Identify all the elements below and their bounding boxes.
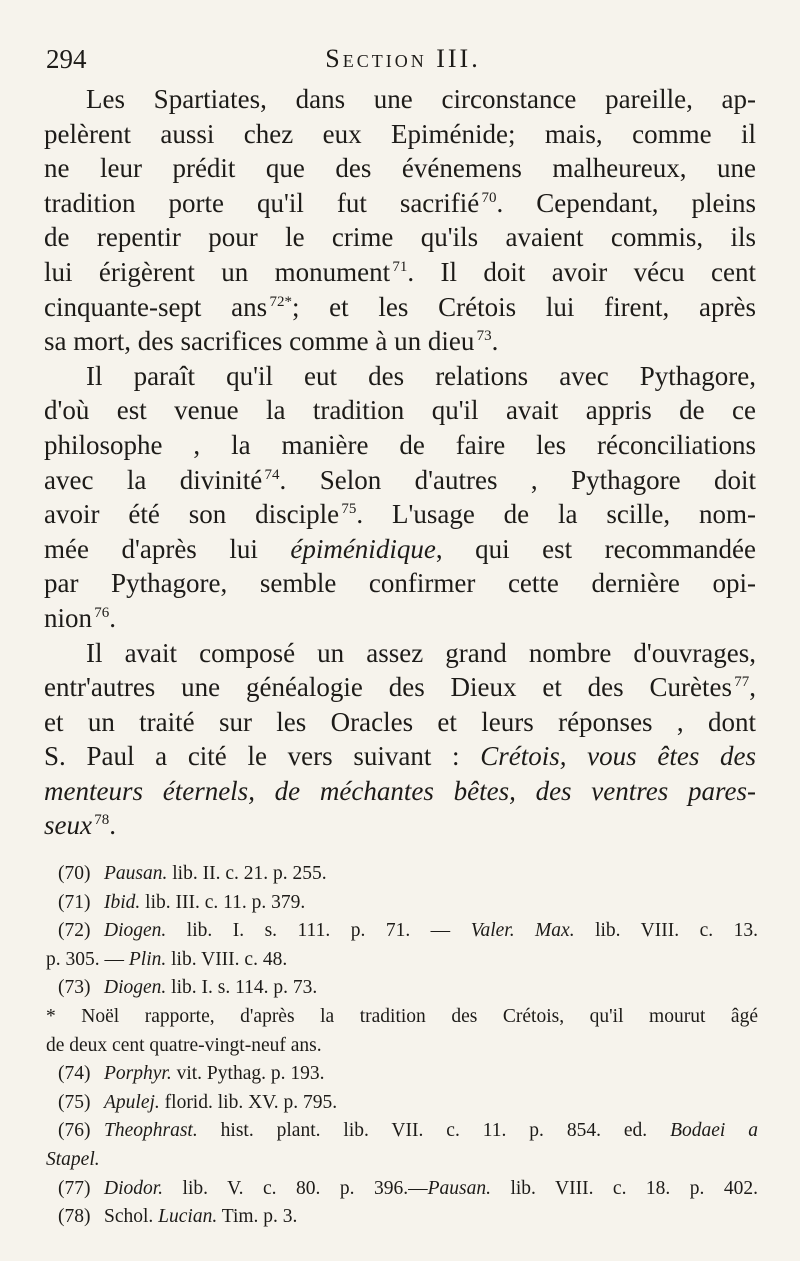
footnote-ref[interactable]: 78 [94, 812, 110, 829]
footnote-text: p. 305. — [46, 948, 129, 970]
footnote-text: vit. Pythag. p. 193. [171, 1063, 325, 1085]
footnote-ref[interactable]: 71 [392, 258, 408, 275]
footnote-number: (77) [58, 1177, 91, 1199]
text-line: de repentir pour le crime qu'ils avaient commis, ils [44, 222, 756, 253]
text-line: philosophe , la manière de faire les réconciliations [44, 429, 756, 460]
italic-term: épiménidique [290, 533, 436, 564]
footnote-text: hist. plant. lib. VII. c. 11. p. 854. ed. [197, 1120, 671, 1142]
footnote-line [46, 946, 758, 975]
footnote-text: Tim. p. 3. [217, 1206, 298, 1228]
footnote-line [58, 889, 758, 918]
footnote-text: lib. II. c. 21. p. 255. [167, 863, 327, 884]
footnote-text: Schol. [104, 1206, 159, 1228]
footnote-number: (73) [58, 977, 91, 999]
footnote-line [58, 1117, 758, 1146]
footnote-ref[interactable]: 76 [94, 604, 110, 621]
footnote-number: (72) [58, 920, 91, 942]
italic-quote: seux [44, 810, 92, 841]
text-line: entr'autres une généalogie des Dieux et des Curètes $^{77}$, [44, 672, 756, 703]
page-number: 294 [46, 44, 87, 74]
text-line: avoir été son disciple $^{75}$. L'usage de la scille, nom- [44, 499, 757, 530]
footnote-line [58, 860, 758, 889]
text-line [44, 774, 756, 809]
main-text [44, 82, 756, 843]
footnote-text: lib. V. c. 80. p. 396.— [163, 1177, 428, 1199]
footnote-text: lib. VIII. c. 13. [574, 920, 758, 942]
footnote-text: * Noël rapporte, d'après la tradition des Crétois, qu'il mourut âgé [46, 1005, 758, 1027]
footnote-citation-italic: Apulej. [104, 1091, 160, 1113]
text-line: d'où est venue la tradition qu'il avait appris de ce [44, 395, 756, 426]
footnote-text: lib. VIII. c. 48. [166, 948, 288, 970]
text-line: pelèrent aussi chez eux Epiménide; mais, comme il [44, 118, 756, 149]
footnote-line [46, 1032, 758, 1061]
text-line: cinquante-sept ans $^{72*}$; et les Crétois lui firent, après [44, 291, 756, 322]
footnote-citation-italic: Valer. Max. [470, 920, 575, 942]
footnote-citation-italic: Theophrast. [104, 1120, 198, 1142]
page-header [46, 44, 760, 80]
text-line: tradition porte qu'il fut sacrifié $^{70}$. Cependant, pleins [44, 187, 756, 218]
text-line: Il avait composé un assez grand nombre d'ouvrages, [86, 637, 756, 668]
italic-quote: menteurs éternels, de méchantes bêtes, des ventres pares- [44, 775, 756, 806]
footnote-text: de deux cent quatre-vingt-neuf ans. [46, 1034, 322, 1056]
footnote-ref[interactable]: 75 [341, 501, 357, 518]
italic-quote: Crétois, vous êtes des [480, 741, 757, 772]
footnote-citation-italic: Lucian. [158, 1206, 218, 1228]
footnote-ref[interactable]: 74 [264, 466, 280, 483]
footnote-line [58, 1089, 758, 1118]
footnote-line [58, 974, 758, 1003]
footnote-citation-italic: Diogen. [104, 977, 167, 999]
text-line: Il paraît qu'il eut des relations avec Pythagore, [86, 360, 756, 391]
text-line: S. Paul a cité le vers suivant : Crétois, vous êtes des [44, 741, 757, 772]
running-head: Section III. [325, 44, 481, 73]
footnote-line [58, 917, 758, 946]
footnote-citation-italic: Pausan. [104, 863, 168, 884]
footnote-line [58, 1175, 758, 1204]
text-line: sa mort, des sacrifices comme à un dieu $^{73}$. [44, 326, 499, 357]
footnote-number: (78) [58, 1206, 91, 1228]
footnote-citation-italic: Stapel. [46, 1148, 100, 1170]
text-line: nion $^{76}$. [44, 602, 117, 633]
footnote-citation-italic: Diodor. [104, 1177, 164, 1199]
footnote-citation-italic: Porphyr. [104, 1063, 172, 1085]
text-line: et un traité sur les Oracles et leurs réponses , dont [44, 706, 756, 737]
footnote-number: (75) [58, 1091, 91, 1113]
footnote-number: (74) [58, 1063, 91, 1085]
footnote-citation-italic: Pausan. [427, 1177, 491, 1199]
footnote-line [46, 1003, 758, 1032]
footnote-ref[interactable]: 77 [734, 674, 750, 691]
footnote-text: florid. lib. XV. p. 795. [159, 1091, 338, 1113]
footnote-text: lib. I. s. 111. p. 71. — [166, 920, 471, 942]
text-line: avec la divinité $^{74}$. Selon d'autres , Pythagore doit [44, 464, 756, 495]
footnote-line [46, 1146, 758, 1175]
text-line: Les Spartiates, dans une circonstance pareille, ap- [86, 84, 756, 114]
text-line: ne leur prédit que des événemens malheureux, une [44, 153, 756, 184]
footnotes [46, 860, 758, 1232]
footnote-line [58, 1060, 758, 1089]
text-line: mée d'après lui épiménidique, qui est recommandée [44, 533, 756, 564]
footnote-text: lib. VIII. c. 18. p. 402. [490, 1177, 758, 1199]
footnote-citation-italic: Ibid. [104, 891, 141, 913]
footnote-citation-italic: Bodaei a [670, 1120, 758, 1142]
footnote-line [58, 1203, 758, 1232]
footnote-citation-italic: Diogen. [104, 920, 167, 942]
footnote-number: (70) [58, 863, 91, 884]
footnote-text: lib. I. s. 114. p. 73. [166, 977, 318, 999]
footnote-number: (71) [58, 891, 91, 913]
text-line: seux $^{78}$. [44, 810, 116, 841]
text-line: par Pythagore, semble confirmer cette dernière opi- [44, 568, 756, 599]
footnote-citation-italic: Plin. [128, 948, 167, 970]
footnote-ref[interactable]: 72* [269, 293, 292, 310]
text-line: lui érigèrent un monument $^{71}$. Il doit avoir vécu cent [44, 256, 756, 287]
footnote-number: (76) [58, 1120, 91, 1142]
footnote-ref[interactable]: 70 [481, 189, 497, 206]
footnote-ref[interactable]: 73 [476, 328, 492, 345]
footnote-text: lib. III. c. 11. p. 379. [140, 891, 306, 913]
